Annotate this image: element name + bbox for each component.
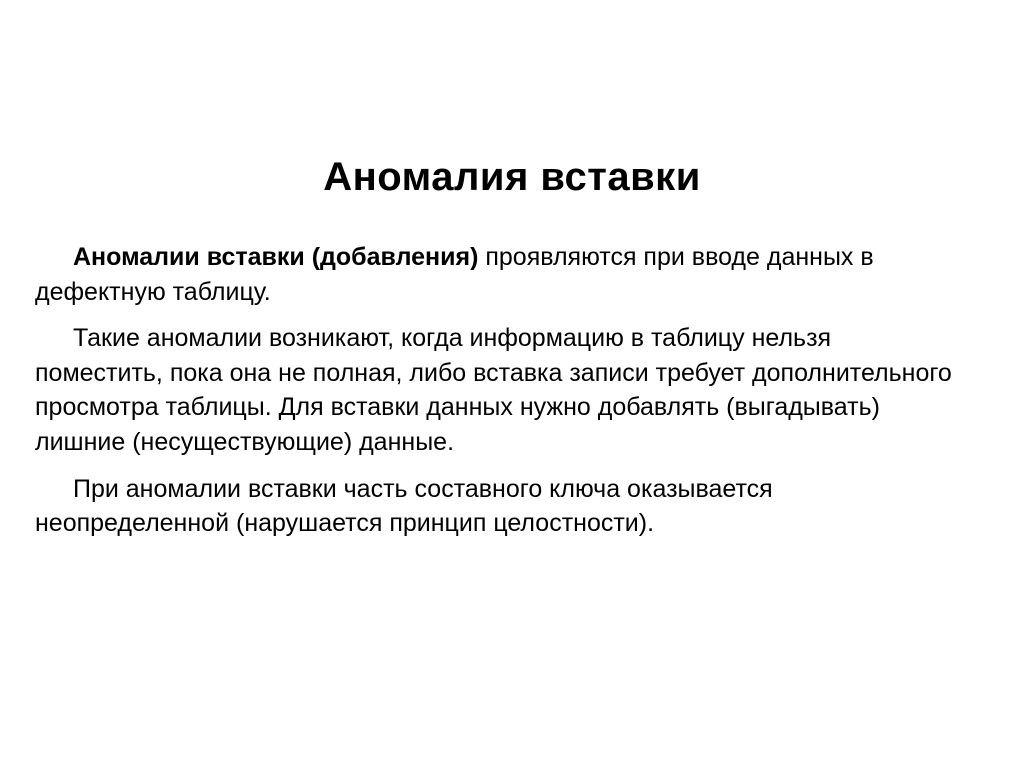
slide-body: [35, 240, 955, 553]
slide-title: Аномалия вставки: [323, 155, 701, 199]
paragraph-definition-text: проявляются при вводе данных в дефектную таблицу.: [35, 243, 874, 306]
paragraph-definition-term: Аномалии вставки (добавления): [73, 243, 479, 271]
paragraph-consequence-text: При аномалии вставки часть составного ключа оказывается неопределенной (нарушается принцип целостности).: [35, 474, 773, 538]
paragraph-explanation: [35, 321, 955, 459]
paragraph-explanation-text: Такие аномалии возникают, когда информацию в таблицу нельзя поместить, пока она не полная, либо вставка записи требует дополнительного просмотра таблицы. Для вставки данных нужно добавлять (выгадывать) лишние (несуществующие) данные.: [35, 324, 952, 456]
paragraph-consequence: [35, 472, 955, 541]
paragraph-definition: [35, 240, 955, 309]
